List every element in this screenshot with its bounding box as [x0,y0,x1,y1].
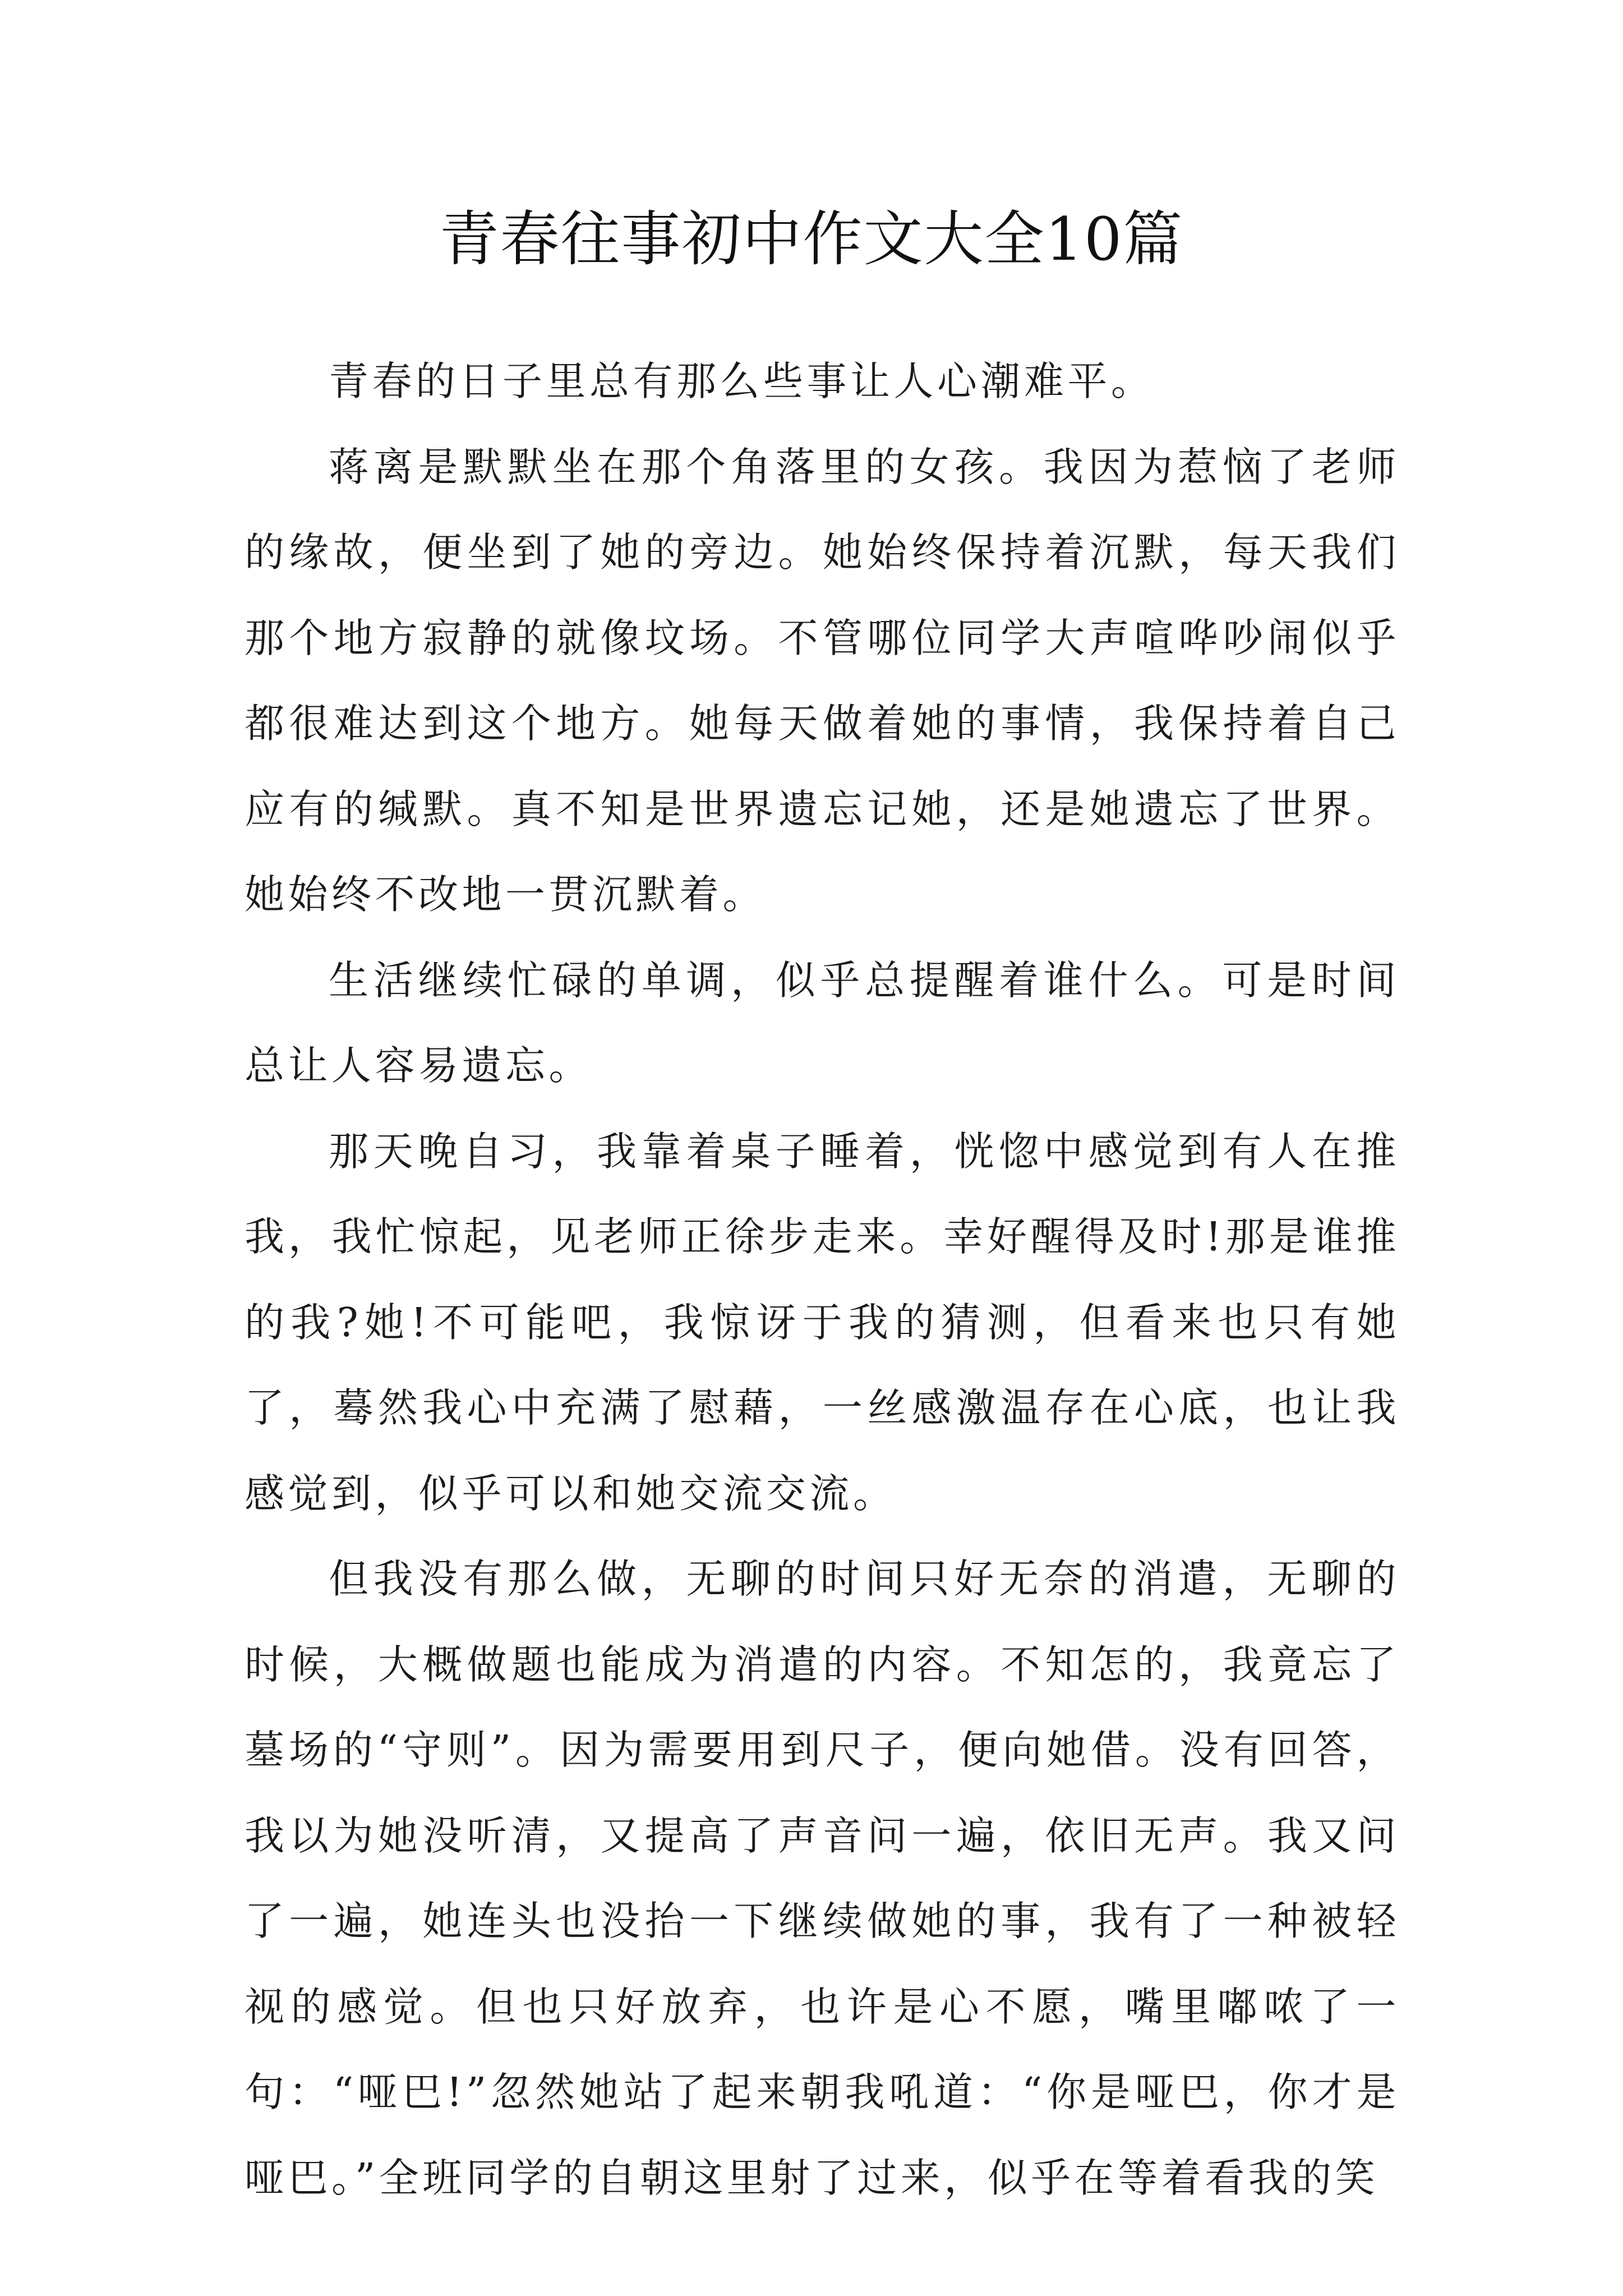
paragraph: 青春的日子里总有那么些事让人心潮难平。 [329,358,1155,404]
paragraph: 生活继续忙碌的单调，似乎总提醒着谁什么。可是时间总让人容易遗忘。 [245,956,1400,1089]
document-body [245,339,1400,2221]
document-title: 青春往事初中作文大全10篇 [439,205,1184,274]
paragraph: 但我没有那么做，无聊的时间只好无奈的消遣，无聊的时候，大概做题也能成为消遣的内容。不知怎的，我竟忘了墓场的“守则”。因为需要用到尺子，便向她借。没有回答，我以为她没听清，又提高了声音问一遍，依旧无声。我又问了一遍，她连头也没抬一下继续做她的事，我有了一种被轻视的感觉。但也只好放弃，也许是心不愿，嘴里嘟哝了一句：“哑巴!”忽然她站了起来朝我吼道：“你是哑巴，你才是哑巴。”全班同学的自朝这里射了过来，似乎在等着看我的笑 [245,1556,1400,2201]
paragraph: 那天晚自习，我靠着桌子睡着，恍惚中感觉到有人在推我，我忙惊起，见老师正徐步走来。幸好醒得及时!那是谁推的我?她!不可能吧，我惊讶于我的猜测，但看来也只有她了，蓦然我心中充满了慰藉，一丝感激温存在心底，也让我感觉到，似乎可以和她交流交流。 [245,1128,1400,1517]
paragraph: 蒋离是默默坐在那个角落里的女孩。我因为惹恼了老师的缘故，便坐到了她的旁边。她始终保持着沉默，每天我们那个地方寂静的就像坟场。不管哪位同学大声喧哗吵闹似乎都很难达到这个地方。她每天做着她的事情，我保持着自己应有的缄默。真不知是世界遗忘记她，还是她遗忘了世界。她始终不改地一贯沉默着。 [245,443,1400,918]
